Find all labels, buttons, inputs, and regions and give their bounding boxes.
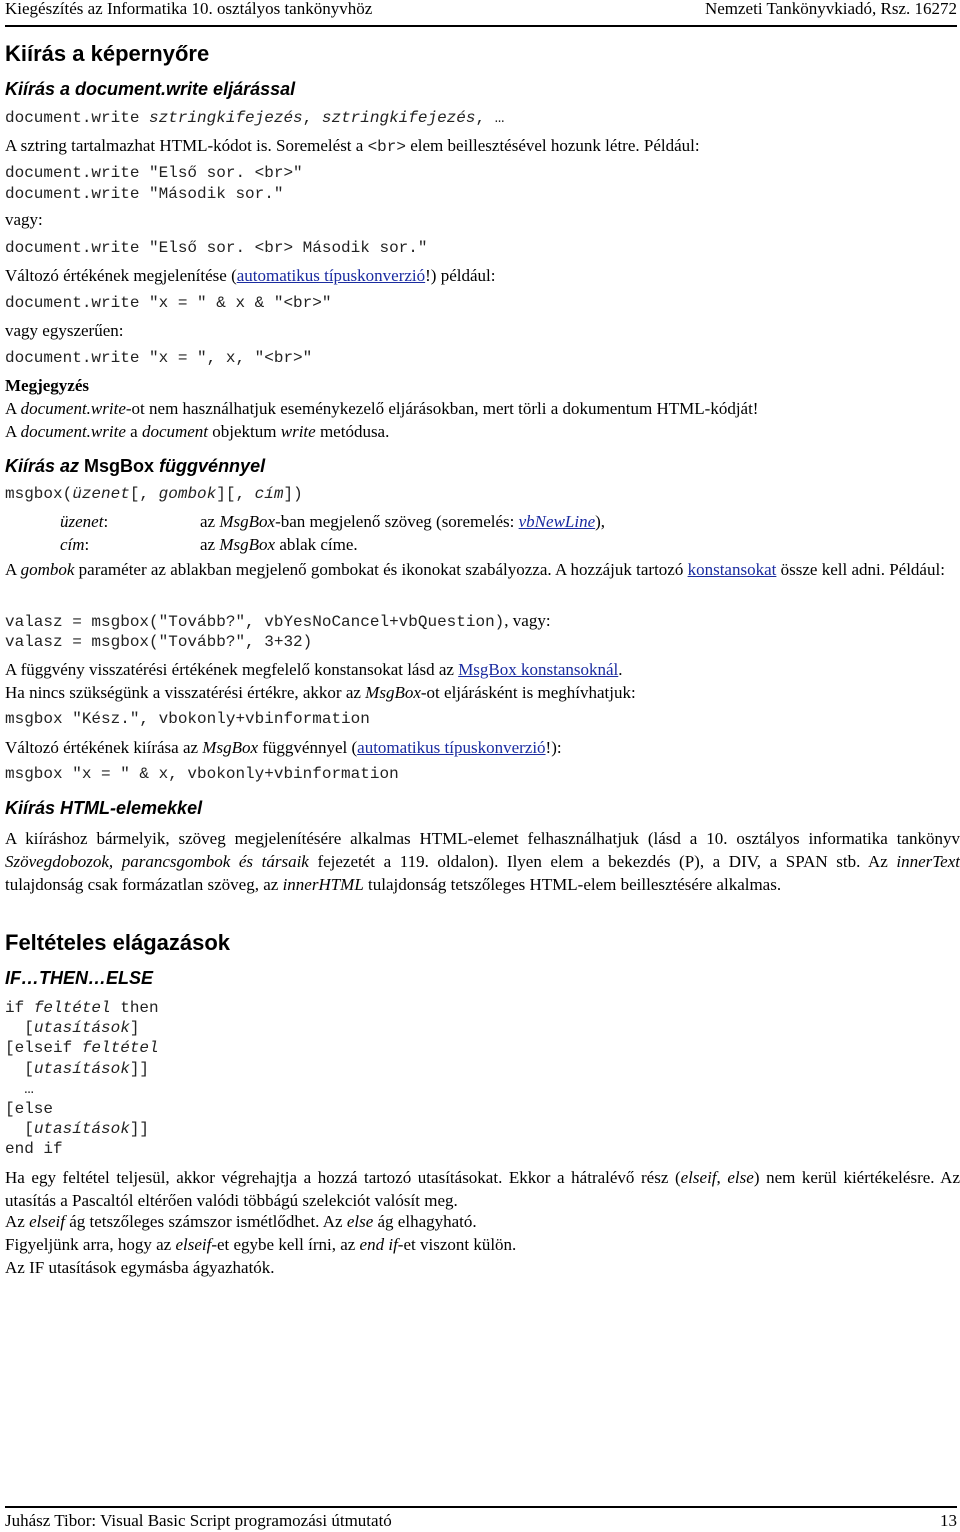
code-line: document.write "Második sor.": [5, 185, 284, 203]
subsection-document-write: Kiírás a document.write eljárással: [5, 79, 296, 99]
header-right: Nemzeti Tankönyvkiadó, Rsz. 16272: [704, 0, 957, 18]
paragraph-spelling: Figyeljünk arra, hogy az elseif-et egybe kell írni, az end if-et viszont külön.: [5, 1235, 517, 1254]
page-number: 13: [940, 1511, 957, 1530]
param-label-cim: cím:: [60, 535, 90, 554]
code-line: document.write "x = ", x, "<br>": [5, 349, 313, 367]
note-title: Megjegyzés: [5, 376, 90, 395]
footer-left: Juhász Tibor: Visual Basic Script programozási útmutató: [5, 1511, 392, 1530]
code-line: msgbox "x = " & x, vbokonly+vbinformation: [5, 765, 399, 783]
link-automatic-type-conversion[interactable]: automatikus típuskonverzió: [236, 266, 426, 285]
param-desc-cim: az MsgBox ablak címe.: [200, 535, 358, 554]
code-line: valasz = msgbox("Tovább?", vbYesNoCancel+vbQuestion), vagy:: [5, 611, 551, 631]
code-line: [utasítások]: [5, 1019, 140, 1038]
paragraph-gombok: A gombok paraméter az ablakban megjelenő gombokat és ikonokat szabályozza. A hozzájuk tartozó konstansokat össze kell adni. Például:: [5, 560, 945, 579]
paragraph-html-code: A sztring tartalmazhat HTML-kódot is. Soremelést a <br> elem beillesztésével hozunk létre. Például:: [5, 136, 700, 156]
param-desc-uzenet: az MsgBox-ban megjelenő szöveg (soremelés: vbNewLine),: [200, 512, 606, 531]
code-line: [utasítások]]: [5, 1059, 150, 1078]
subsection-html-elements: Kiírás HTML-elemekkel: [5, 798, 203, 818]
code-line: …: [5, 1079, 34, 1098]
section-title-kiiras: Kiírás a képernyőre: [5, 41, 210, 66]
paragraph-as-procedure: Ha nincs szükségünk a visszatérési értékre, akkor az MsgBox-ot eljárásként is meghívhatjuk:: [5, 683, 636, 702]
subsection-if-then-else: IF…THEN…ELSE: [5, 968, 154, 988]
param-label-uzenet: üzenet:: [60, 512, 109, 531]
paragraph-if-explain: Ha egy feltétel teljesül, akkor végrehajtja a hozzá tartozó utasításokat. Ekkor a hátralévő rész (elseif, else) nem kerül kiértékelésre. Az utasítás a Pascaltól eltérően valódi többágú szelekciót valósít meg.: [5, 1168, 960, 1210]
link-automatic-type-conversion[interactable]: automatikus típuskonverzió: [357, 738, 546, 757]
code-line: document.write "x = " & x & "<br>": [5, 294, 332, 312]
code-block-if: [5, 998, 159, 1160]
code-line: [else: [5, 1100, 54, 1119]
paragraph-return-values: A függvény visszatérési értékének megfelelő konstansokat lásd az MsgBox konstansoknál.: [5, 660, 623, 679]
code-line: document.write "Első sor. <br> Második sor.": [5, 239, 428, 257]
link-vbnewline[interactable]: vbNewLine: [518, 512, 596, 531]
code-line: msgbox "Kész.", vbokonly+vbinformation: [5, 710, 370, 728]
paragraph-msgbox-variable: Változó értékének kiírása az MsgBox függvénnyel (automatikus típuskonverzió!):: [5, 738, 562, 757]
code-line: document.write "Első sor. <br>": [5, 164, 303, 182]
text-vagy-egyszeruen: vagy egyszerűen:: [5, 321, 124, 340]
code-line: [elseif feltétel: [5, 1039, 159, 1058]
code-line: if feltétel then: [5, 999, 159, 1017]
link-msgbox-constants[interactable]: MsgBox konstansoknál: [458, 660, 619, 679]
note-line: A document.write a document objektum write metódusa.: [5, 422, 390, 441]
syntax-msgbox: msgbox(üzenet[, gombok][, cím]): [5, 485, 303, 503]
paragraph-variable-display: Változó értékének megjelenítése (automatikus típuskonverzió!) például:: [5, 266, 496, 285]
syntax-document-write: document.write sztringkifejezés, sztringkifejezés, …: [5, 109, 505, 127]
header-left: Kiegészítés az Informatika 10. osztályos tankönyvhöz: [5, 0, 373, 18]
text-vagy: vagy:: [5, 210, 43, 229]
note-line: A document.write-ot nem használhatjuk eseménykezelő eljárásokban, mert törli a dokumentum HTML-kódját!: [5, 399, 759, 418]
page-header: [5, 0, 957, 27]
section-title-conditional: Feltételes elágazások: [5, 930, 231, 955]
paragraph-elseif: Az elseif ág tetszőleges számszor ismétlődhet. Az else ág elhagyható.: [5, 1212, 477, 1231]
code-line: [utasítások]]: [5, 1120, 150, 1139]
code-line: end if: [5, 1140, 63, 1159]
paragraph-nesting: Az IF utasítások egymásba ágyazhatók.: [5, 1258, 275, 1277]
link-konstansok[interactable]: konstansokat: [687, 560, 777, 579]
code-line: valasz = msgbox("Tovább?", 3+32): [5, 633, 313, 651]
subsection-msgbox: Kiírás az MsgBox függvénnyel: [5, 456, 266, 476]
page-footer: [5, 1506, 957, 1532]
paragraph-html-elements: A kiíráshoz bármelyik, szöveg megjelenítésére alkalmas HTML-elemet felhasználhatjuk (lásd a 10. osztályos informatika tankönyv Szövegdobozok, parancsgombok és társaik fejezetét a 119. oldalon). Ilyen elem a bekezdés (P), a DIV, a SPAN stb. Az innerText tulajdonság csak formázatlan szöveg, az innerHTML tulajdonság tetszőleges HTML-elem beillesztésére alkalmas.: [5, 829, 960, 894]
